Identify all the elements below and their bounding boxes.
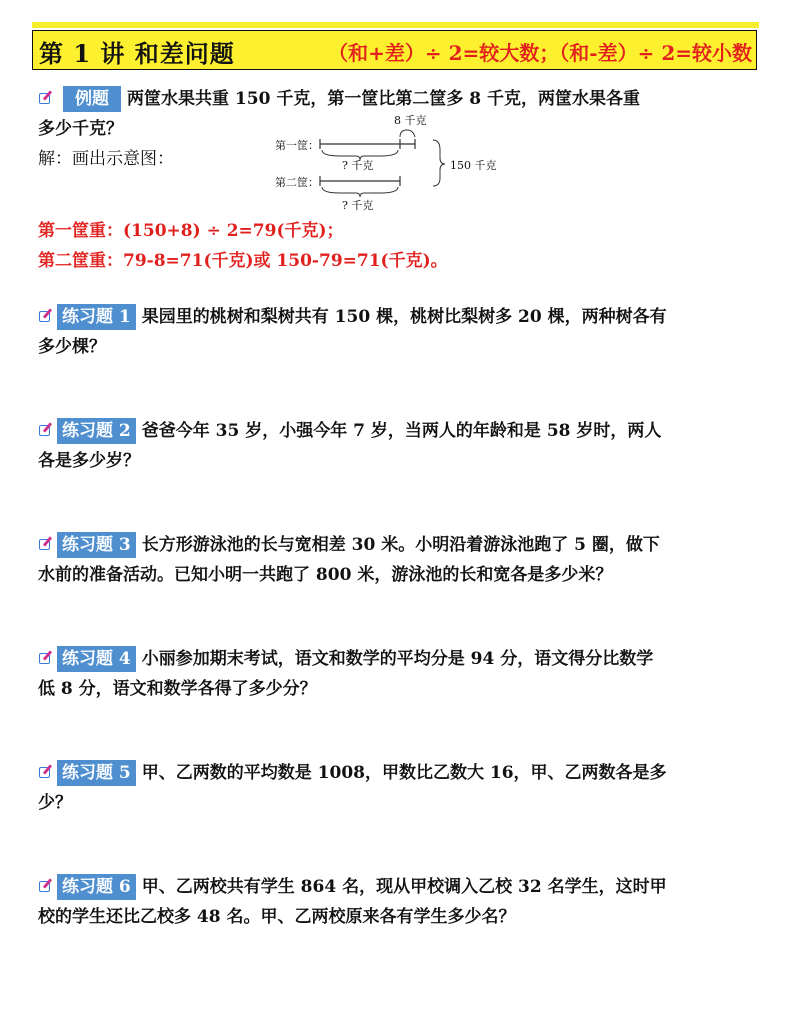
exercise-text-2: 多少棵？ bbox=[38, 337, 106, 357]
row1-unknown: ? 千克 bbox=[342, 159, 374, 172]
exercise-tag: 练习题 2 bbox=[57, 418, 136, 444]
exercise-3 bbox=[38, 530, 760, 590]
total-label: 150 千克 bbox=[450, 159, 497, 172]
lesson-title: 第 1 讲 和差问题 bbox=[39, 39, 235, 68]
exercise-5 bbox=[38, 758, 760, 818]
edit-icon bbox=[38, 308, 55, 324]
edit-icon bbox=[38, 536, 55, 552]
row2-label: 第二筐： bbox=[275, 176, 319, 189]
segment-diagram bbox=[270, 110, 510, 215]
header-top-stripe bbox=[32, 22, 759, 28]
row2-brace bbox=[322, 187, 398, 197]
example-text-1: 两筐水果共重 150 千克，第一筐比第二筐多 8 千克，两筐水果各重 bbox=[127, 89, 640, 109]
answer-2: 第二筐重：79-8=71(千克)或 150-79=71(千克)。 bbox=[38, 251, 448, 271]
row1-label: 第一筐： bbox=[275, 139, 319, 152]
exercise-text-2: 校的学生还比乙校多 48 名。甲、乙两校原来各有学生多少名？ bbox=[38, 907, 516, 927]
total-brace bbox=[433, 140, 445, 186]
example-text-2: 多少千克？ bbox=[38, 119, 123, 139]
exercise-text-1: 小丽参加期末考试，语文和数学的平均分是 94 分，语文得分比数学 bbox=[141, 649, 654, 669]
exercise-tag: 练习题 6 bbox=[57, 874, 136, 900]
exercise-text-2: 各是多少岁？ bbox=[38, 451, 140, 471]
exercise-4 bbox=[38, 644, 760, 704]
lesson-header bbox=[32, 30, 757, 70]
exercise-2 bbox=[38, 416, 760, 476]
example-answers bbox=[38, 216, 760, 276]
edit-icon bbox=[38, 650, 55, 666]
exercise-text-1: 爸爸今年 35 岁，小强今年 7 岁，当两人的年龄和是 58 岁时，两人 bbox=[141, 421, 662, 441]
exercise-text-1: 果园里的桃树和梨树共有 150 棵，桃树比梨树多 20 棵，两种树各有 bbox=[141, 307, 667, 327]
exercise-tag: 练习题 5 bbox=[57, 760, 136, 786]
exercise-text-1: 甲、乙两数的平均数是 1008，甲数比乙数大 16，甲、乙两数各是多 bbox=[141, 763, 667, 783]
exercise-6 bbox=[38, 872, 760, 932]
edit-icon bbox=[38, 764, 55, 780]
answer-1: 第一筐重：(150+8) ÷ 2=79(千克)； bbox=[38, 221, 344, 241]
edit-icon bbox=[38, 422, 55, 438]
exercise-text-1: 长方形游泳池的长与宽相差 30 米。小明沿着游泳池跑了 5 圈，做下 bbox=[141, 535, 660, 555]
exercise-text-1: 甲、乙两校共有学生 864 名，现从甲校调入乙校 32 名学生，这时甲 bbox=[141, 877, 667, 897]
diff-label: 8 千克 bbox=[394, 114, 427, 127]
edit-icon bbox=[38, 878, 55, 894]
edit-icon bbox=[38, 90, 55, 106]
solution-intro: 解：画出示意图： bbox=[38, 149, 174, 169]
exercise-tag: 练习题 1 bbox=[57, 304, 136, 330]
exercise-1 bbox=[38, 302, 760, 362]
example-tag: 例题 bbox=[63, 86, 121, 112]
row2-unknown: ? 千克 bbox=[342, 199, 374, 212]
exercise-text-2: 少？ bbox=[38, 793, 72, 813]
exercise-tag: 练习题 4 bbox=[57, 646, 136, 672]
exercise-text-2: 低 8 分，语文和数学各得了多少分？ bbox=[38, 679, 317, 699]
exercise-text-2: 水前的准备活动。已知小明一共跑了 800 米，游泳池的长和宽各是多少米？ bbox=[38, 565, 613, 585]
exercise-tag: 练习题 3 bbox=[57, 532, 136, 558]
diff-brace bbox=[400, 130, 415, 137]
formula-text: （和+差）÷ 2=较大数；（和-差）÷ 2=较小数 bbox=[328, 41, 752, 65]
